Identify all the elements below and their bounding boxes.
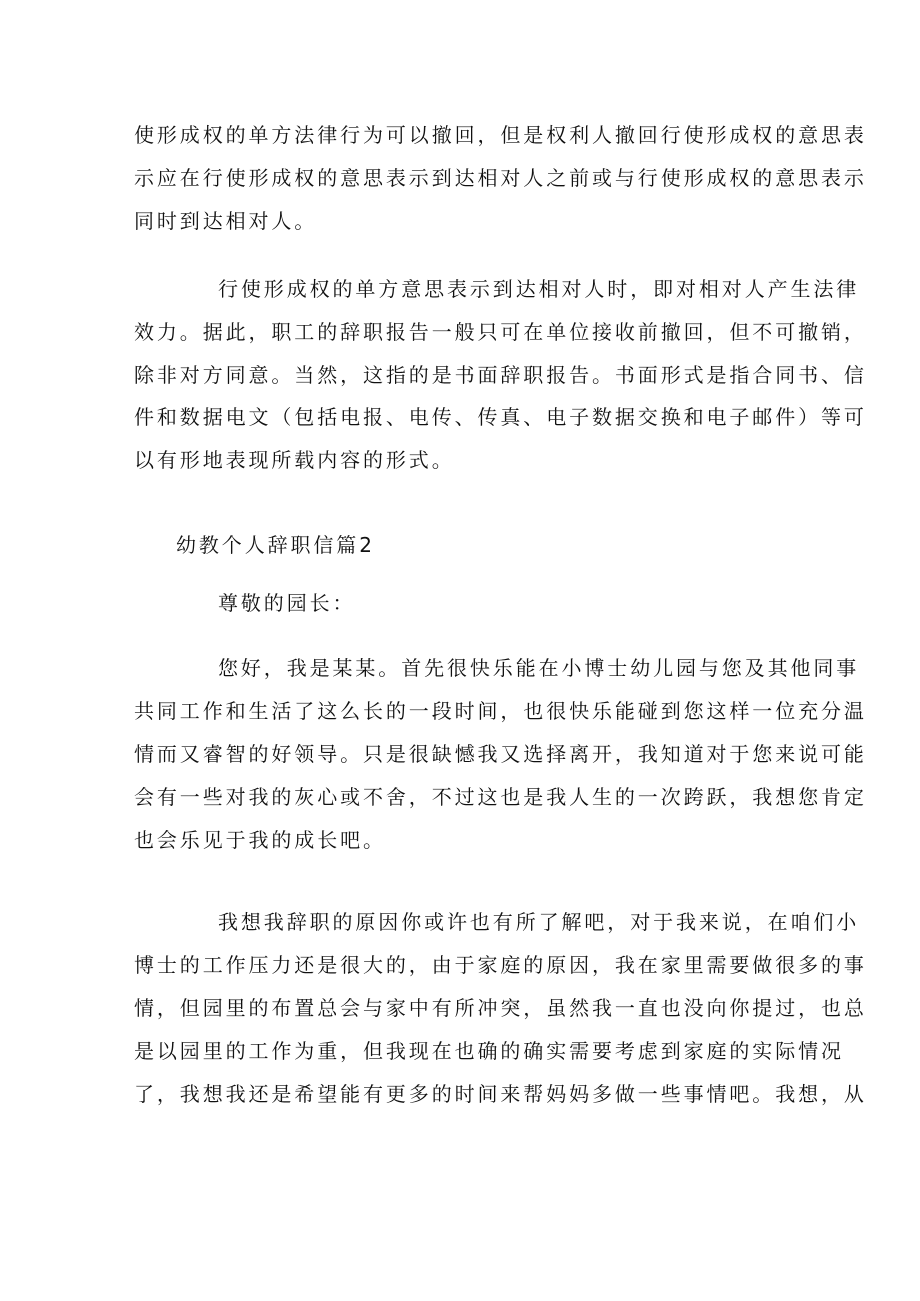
paragraph-line: 示应在行使形成权的意思表示到达相对人之前或与行使形成权的意思表示 bbox=[134, 166, 867, 190]
salutation: 尊敬的园长： bbox=[218, 591, 356, 615]
paragraph-line: 情而又睿智的好领导。只是很缺憾我又选择离开，我知道对于您来说可能 bbox=[134, 742, 867, 766]
paragraph-line: 是以园里的工作为重，但我现在也确的确实需要考虑到家庭的实际情况 bbox=[134, 1039, 844, 1063]
paragraph-line: 共同工作和生活了这么长的一段时间，也很快乐能碰到您这样一位充分温 bbox=[134, 699, 867, 723]
paragraph-line: 行使形成权的单方意思表示到达相对人时，即对相对人产生法律 bbox=[218, 277, 860, 301]
paragraph-line: 使形成权的单方法律行为可以撤回，但是权利人撤回行使形成权的意思表 bbox=[134, 123, 867, 147]
section-heading: 幼教个人辞职信篇2 bbox=[176, 533, 375, 557]
paragraph-line: 会有一些对我的灰心或不舍，不过这也是我人生的一次跨跃，我想您肯定 bbox=[134, 785, 867, 809]
paragraph-line: 件和数据电文（包括电报、电传、传真、电子数据交换和电子邮件）等可 bbox=[134, 405, 867, 429]
paragraph-line: 也会乐见于我的成长吧。 bbox=[134, 828, 386, 852]
paragraph-line: 情，但园里的布置总会与家中有所冲突，虽然我一直也没向你提过，也总 bbox=[134, 996, 867, 1020]
paragraph-line: 同时到达相对人。 bbox=[134, 209, 318, 233]
paragraph-line: 博士的工作压力还是很大的，由于家庭的原因，我在家里需要做很多的事 bbox=[134, 953, 867, 977]
paragraph-line: 您好，我是某某。首先很快乐能在小博士幼儿园与您及其他同事 bbox=[218, 656, 860, 680]
paragraph-line: 以有形地表现所载内容的形式。 bbox=[134, 448, 455, 472]
paragraph-line: 除非对方同意。当然，这指的是书面辞职报告。书面形式是指合同书、信 bbox=[134, 363, 867, 387]
paragraph-line: 我想我辞职的原因你或许也有所了解吧，对于我来说，在咱们小 bbox=[218, 910, 860, 934]
paragraph-line: 效力。据此，职工的辞职报告一般只可在单位接收前撤回，但不可撤销， bbox=[134, 320, 867, 344]
paragraph-line: 了，我想我还是希望能有更多的时间来帮妈妈多做一些事情吧。我想，从 bbox=[134, 1082, 867, 1106]
